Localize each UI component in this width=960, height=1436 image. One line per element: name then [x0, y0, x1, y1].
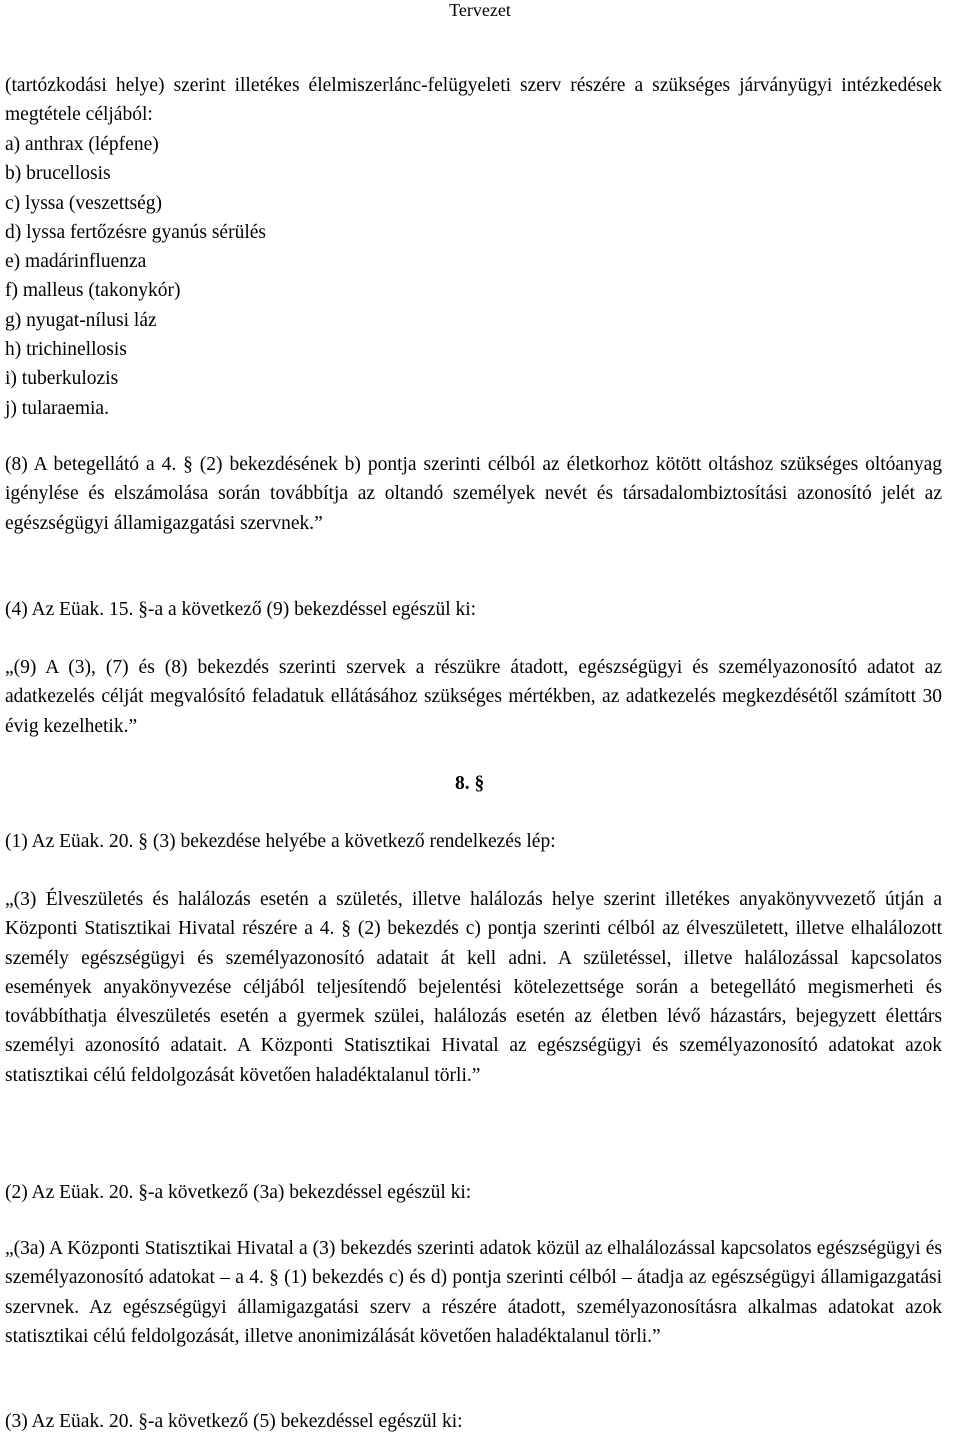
- amendment-4: (4) Az Eüak. 15. §-a a következő (9) bekezdéssel egészül ki:: [5, 599, 477, 620]
- list-item: f) malleus (takonykór): [5, 280, 181, 302]
- list-item: c) lyssa (veszettség): [5, 192, 163, 214]
- amendment-3: (3) Az Eüak. 20. §-a következő (5) bekezdéssel egészül ki:: [5, 1411, 463, 1432]
- list-item: j) tularaemia.: [5, 397, 109, 419]
- list-item: h) trichinellosis: [5, 339, 127, 361]
- quote-paragraph-9: „(9) A (3), (7) és (8) bekezdés szerinti szervek a részükre átadott, egészségügyi és személyazonosító adatot az adatkezelés célját megvalósító feladatuk ellátásához szükséges mértékben, az adatkezelés megkezdésétől számított 30 évig kezelhetik.”: [5, 657, 942, 737]
- disease-list: [5, 130, 942, 423]
- list-item: b) brucellosis: [5, 163, 111, 185]
- amendment-2: (2) Az Eüak. 20. §-a következő (3a) bekezdéssel egészül ki:: [5, 1182, 472, 1203]
- intro-paragraph: (tartózkodási helye) szerint illetékes élelmiszerlánc-felügyeleti szerv részére a szükséges járványügyi intézkedések megtétele céljából:: [5, 75, 942, 126]
- amendment-1: (1) Az Eüak. 20. § (3) bekezdése helyébe a következő rendelkezés lép:: [5, 831, 556, 852]
- page-header: Tervezet: [449, 0, 511, 20]
- list-item: d) lyssa fertőzésre gyanús sérülés: [5, 221, 266, 243]
- list-item: e) madárinfluenza: [5, 251, 147, 273]
- quote-paragraph-3a: „(3a) A Központi Statisztikai Hivatal a (3) bekezdés szerinti adatok közül az elhalálozással kapcsolatos egészségügyi és személyazonosító adatokat ‒ a 4. § (1) bekezdés c) és d) pontja szerinti célból ‒ átadja az egészségügyi államigazgatási szervnek. Az egészségügyi államigazgatási szerv a részére átadott, személyazonosításra alkalmas adatokat azok statisztikai célú feldolgozását, illetve anonimizálását követően haladéktalanul törli.”: [5, 1238, 942, 1347]
- list-item: g) nyugat-nílusi láz: [5, 309, 157, 331]
- section-heading: 8. §: [455, 773, 485, 794]
- quote-paragraph-3: „(3) Élveszületés és halálozás esetén a születés, illetve halálozás helye szerint illetékes anyakönyvvezető útján a Központi Statisztikai Hivatal részére a 4. § (2) bekezdés c) pontja szerinti célból az élveszületett, illetve elhalálozott személy egészségügyi és személyazonosító adatait át kell adni. A születéssel, illetve halálozással kapcsolatos események anyakönyvezése céljából teljesítendő bejelentési kötelezettsége során a betegellátó megismerheti és továbbíthatja élveszületés esetén a gyermek szülei, halálozás esetén az életben lévő házastárs, bejegyzett élettárs személyi azonosító adatait. A Központi Statisztikai Hivatal az egészségügyi és személyazonosító adatokat azok statisztikai célú feldolgozását követően haladéktalanul törli.”: [5, 889, 942, 1086]
- paragraph-8: (8) A betegellátó a 4. § (2) bekezdésének b) pontja szerinti célból az életkorhoz kötött oltáshoz szükséges oltóanyag igénylése és elszámolása során továbbítja az oltandó személyek nevét és társadalombiztosítási azonosító jelét az egészségügyi államigazgatási szervnek.”: [5, 454, 942, 534]
- list-item: a) anthrax (lépfene): [5, 134, 159, 155]
- list-item: i) tuberkulozis: [5, 368, 119, 390]
